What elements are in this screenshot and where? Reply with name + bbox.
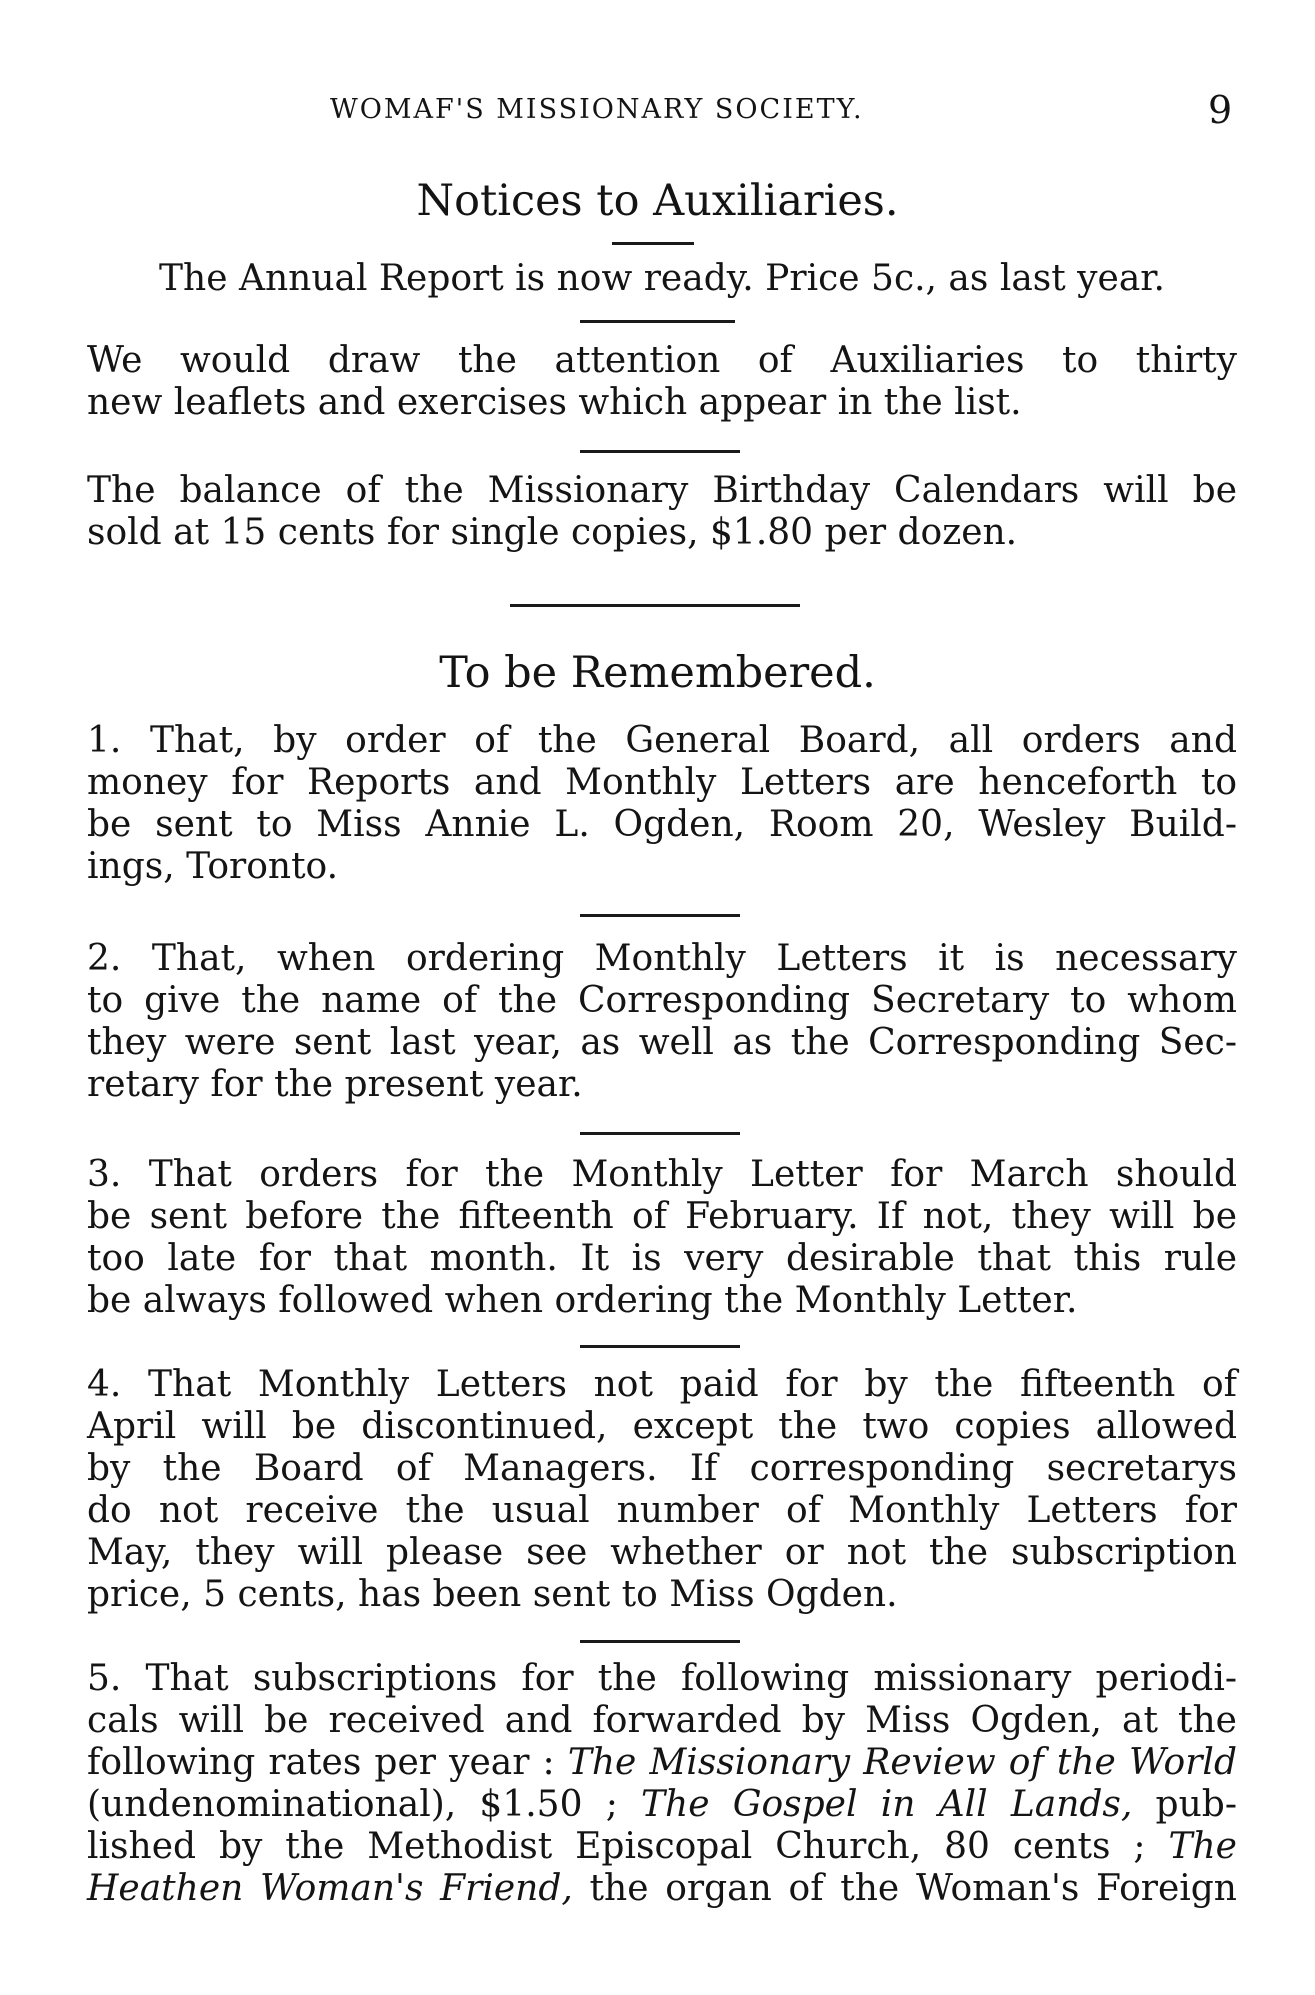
item-5-line bbox=[87, 1826, 1237, 1868]
periodical-title: Heathen Woman's Friend, bbox=[87, 1868, 573, 1909]
periodical-title: The bbox=[1168, 1826, 1237, 1867]
notice-calendars-line: sold at 15 cents for single copies, $1.80 per dozen. bbox=[87, 512, 1018, 553]
item-5-line bbox=[87, 1742, 1237, 1784]
item-2-line: they were sent last year, as well as the Corresponding Sec- bbox=[87, 1022, 1237, 1063]
item-5-text: lished by the Methodist Episcopal Church, 80 cents ; bbox=[87, 1826, 1169, 1867]
item-4-line: April will be discontinued, except the two copies allowed bbox=[87, 1406, 1237, 1447]
item-5-text: (undenominational), $1.50 ; bbox=[87, 1784, 642, 1825]
divider-rule bbox=[580, 914, 740, 917]
item-5-line bbox=[87, 1868, 1237, 1910]
remember-heading: To be Remembered. bbox=[439, 648, 876, 698]
section-rule bbox=[510, 604, 800, 607]
divider-rule bbox=[580, 1345, 740, 1348]
item-4-line: 4. That Monthly Letters not paid for by the fifteenth of bbox=[87, 1364, 1237, 1405]
page-number: 9 bbox=[1208, 88, 1233, 132]
item-1-line: ings, Toronto. bbox=[87, 846, 339, 887]
item-5-text: pub- bbox=[1132, 1784, 1237, 1825]
running-title: WOMAF'S MISSIONARY SOCIETY. bbox=[330, 94, 864, 125]
notice-leaflets-line: new leaflets and exercises which appear in the list. bbox=[87, 382, 1022, 423]
item-5-text: the organ of the Woman's Foreign bbox=[572, 1868, 1237, 1909]
item-1-line: money for Reports and Monthly Letters are henceforth to bbox=[87, 762, 1237, 803]
divider-rule bbox=[580, 450, 740, 453]
item-3-line: too late for that month. It is very desirable that this rule bbox=[87, 1238, 1237, 1279]
periodical-title: The Missionary Review of the World bbox=[567, 1742, 1237, 1783]
notice-annual-report: The Annual Report is now ready. Price 5c., as last year. bbox=[159, 258, 1165, 299]
short-rule bbox=[612, 242, 694, 245]
divider-rule bbox=[580, 320, 735, 323]
item-4-line: May, they will please see whether or not the subscription bbox=[87, 1532, 1237, 1573]
periodical-title: The Gospel in All Lands, bbox=[641, 1784, 1133, 1825]
item-1-line: be sent to Miss Annie L. Ogden, Room 20, Wesley Build- bbox=[87, 804, 1237, 845]
running-head bbox=[0, 88, 1315, 132]
item-2-line: 2. That, when ordering Monthly Letters it is necessary bbox=[87, 938, 1237, 979]
item-5-line: cals will be received and forwarded by Miss Ogden, at the bbox=[87, 1700, 1237, 1741]
item-4-line: by the Board of Managers. If corresponding secretarys bbox=[87, 1448, 1237, 1489]
item-3-line: be always followed when ordering the Monthly Letter. bbox=[87, 1280, 1078, 1321]
item-5-line: 5. That subscriptions for the following missionary periodi- bbox=[87, 1658, 1237, 1699]
item-3-line: be sent before the fifteenth of February. If not, they will be bbox=[87, 1196, 1237, 1237]
item-1-line: 1. That, by order of the General Board, all orders and bbox=[87, 720, 1237, 761]
notices-heading: Notices to Auxiliaries. bbox=[416, 176, 899, 226]
item-5-line bbox=[87, 1784, 1237, 1826]
item-4-line: do not receive the usual number of Monthly Letters for bbox=[87, 1490, 1237, 1531]
item-2-line: to give the name of the Corresponding Secretary to whom bbox=[87, 980, 1237, 1021]
item-2-line: retary for the present year. bbox=[87, 1064, 583, 1105]
item-3-line: 3. That orders for the Monthly Letter for March should bbox=[87, 1154, 1237, 1195]
item-4-line: price, 5 cents, has been sent to Miss Ogden. bbox=[87, 1574, 898, 1615]
notice-calendars-line: The balance of the Missionary Birthday Calendars will be bbox=[87, 470, 1237, 511]
item-5-text: following rates per year : bbox=[87, 1742, 568, 1783]
divider-rule bbox=[580, 1640, 740, 1643]
notice-leaflets-line: We would draw the attention of Auxiliaries to thirty bbox=[87, 340, 1237, 381]
divider-rule bbox=[580, 1132, 740, 1135]
